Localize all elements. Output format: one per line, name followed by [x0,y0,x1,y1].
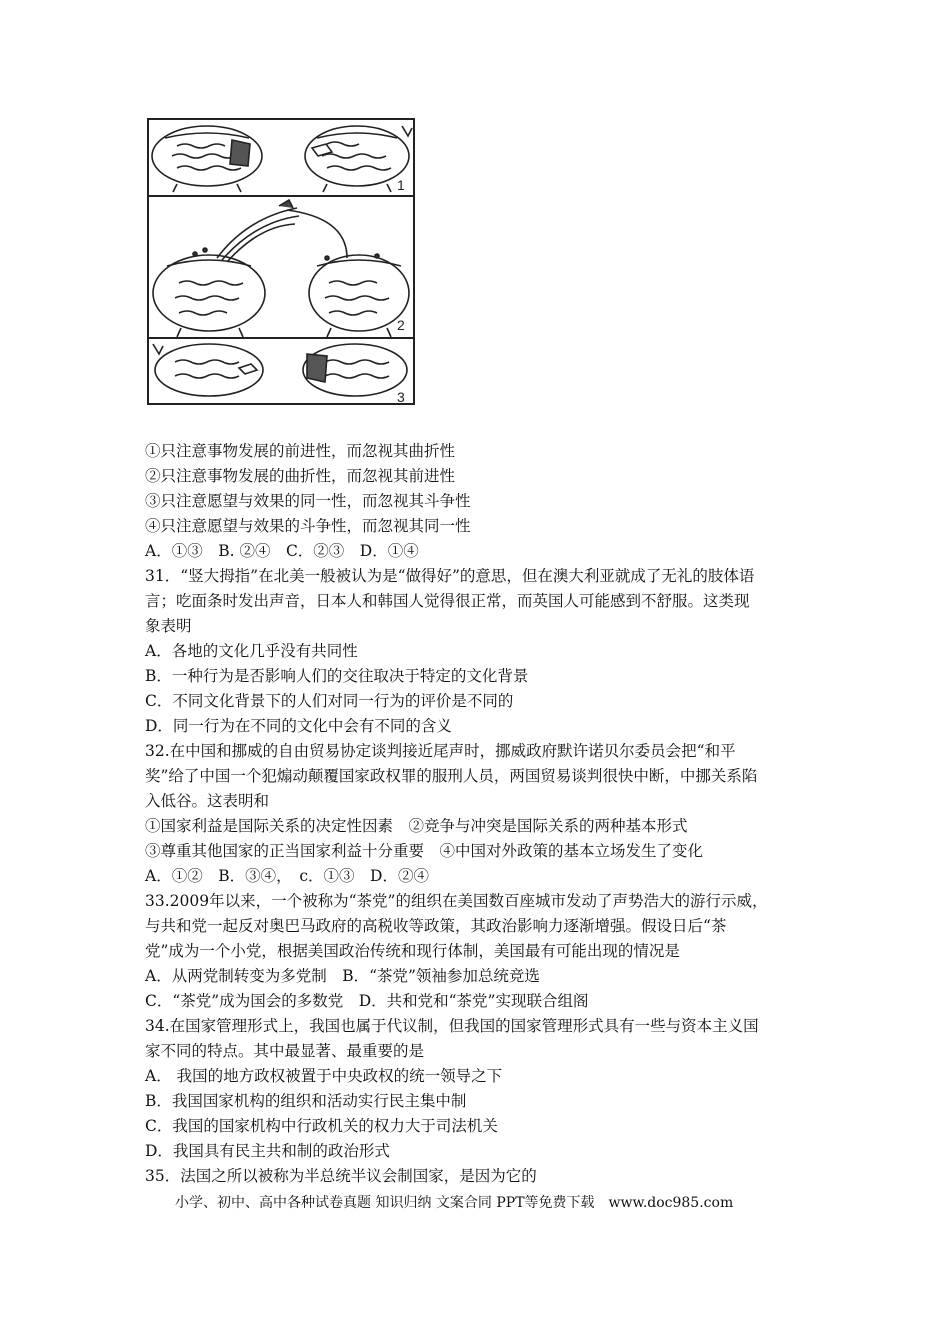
option-line-1: ①只注意事物发展的前进性，而忽视其曲折性 [145,442,456,460]
question-33-text-end: 党”成为一个小党，根据美国政治传统和现行体制，美国最有可能出现的情况是 [145,942,680,960]
cartoon-figure [147,118,415,405]
question-35-text: 35．法国之所以被称为半总统半议会制国家，是因为它的 [145,1167,537,1185]
q34-choice-a: A． 我国的地方政权被置于中央政权的统一领导之下 [145,1067,503,1085]
q33-choices-ab: A．从两党制转变为多党制 B．“茶党”领袖参加总统竞选 [145,967,540,985]
q31-choice-b: B．一种行为是否影响人们的交往取决于特定的文化背景 [145,667,529,685]
question-32-text-cont: 奖”给了中国一个犯煽动颠覆国家政权罪的服刑人员，两国贸易谈判很快中断，中挪关系陷 [145,767,758,785]
panel-label-3: 3 [397,389,405,405]
option-line-3: ③只注意愿望与效果的同一性，而忽视其斗争性 [145,492,471,510]
q34-choice-c: C．我国的国家机构中行政机关的权力大于司法机关 [145,1117,498,1135]
q31-choice-c: C．不同文化背景下的人们对同一行为的评价是不同的 [145,692,514,710]
question-33-text-cont: 与共和党一起反对奥巴马政府的高税收等政策，其政治影响力逐渐增强。假设日后“茶 [145,917,727,935]
question-31-text-cont: 言；吃面条时发出声音，日本人和韩国人觉得很正常，而英国人可能感到不舒服。这类现 [145,592,750,610]
panel-label-2: 2 [397,317,405,333]
option-line-4: ④只注意愿望与效果的斗争性，而忽视其同一性 [145,517,471,535]
q31-choice-d: D．同一行为在不同的文化中会有不同的含义 [145,717,452,735]
page-footer: 小学、初中、高中各种试卷真题 知识归纳 文案合同 PPT等免费下载 www.doc985.com [175,1195,734,1211]
q34-choice-b: B．我国国家机构的组织和活动实行民主集中制 [145,1092,467,1110]
question-31-text-end: 象表明 [145,617,192,635]
q32-options-2: ③尊重其他国家的正当国家利益十分重要 ④中国对外政策的基本立场发生了变化 [145,842,704,860]
question-34-text-end: 家不同的特点。其中最显著、最重要的是 [145,1042,425,1060]
question-32-text: 32.在中国和挪威的自由贸易协定谈判接近尾声时，挪威政府默许诺贝尔委员会把“和平 [145,742,736,760]
question-34-text: 34.在国家管理形式上，我国也属于代议制，但我国的国家管理形式具有一些与资本主义国 [145,1017,759,1035]
question-31-text: 31．“竖大拇指”在北美一般被认为是“做得好”的意思，但在澳大利亚就成了无礼的肢体语 [145,567,755,585]
q34-choice-d: D．我国具有民主共和制的政治形式 [145,1142,390,1160]
q31-choice-a: A．各地的文化几乎没有共同性 [145,642,358,660]
question-33-text: 33.2009年以来，一个被称为“茶党”的组织在美国数百座城市发动了声势浩大的游行示威， [145,892,768,910]
q32-options-1: ①国家利益是国际关系的决定性因素 ②竞争与冲突是国际关系的两种基本形式 [145,817,688,835]
q32-choices: A．①② B．③④， c．①③ D．②④ [145,867,429,885]
answer-choices-30: A．①③ B. ②④ C．②③ D．①④ [145,542,419,560]
option-line-2: ②只注意事物发展的曲折性，而忽视其前进性 [145,467,456,485]
question-32-text-end: 入低谷。这表明和 [145,792,270,810]
panel-label-1: 1 [397,177,405,193]
q33-choices-cd: C．“茶党”成为国会的多数党 D．共和党和“茶党”实现联合组阁 [145,992,589,1010]
